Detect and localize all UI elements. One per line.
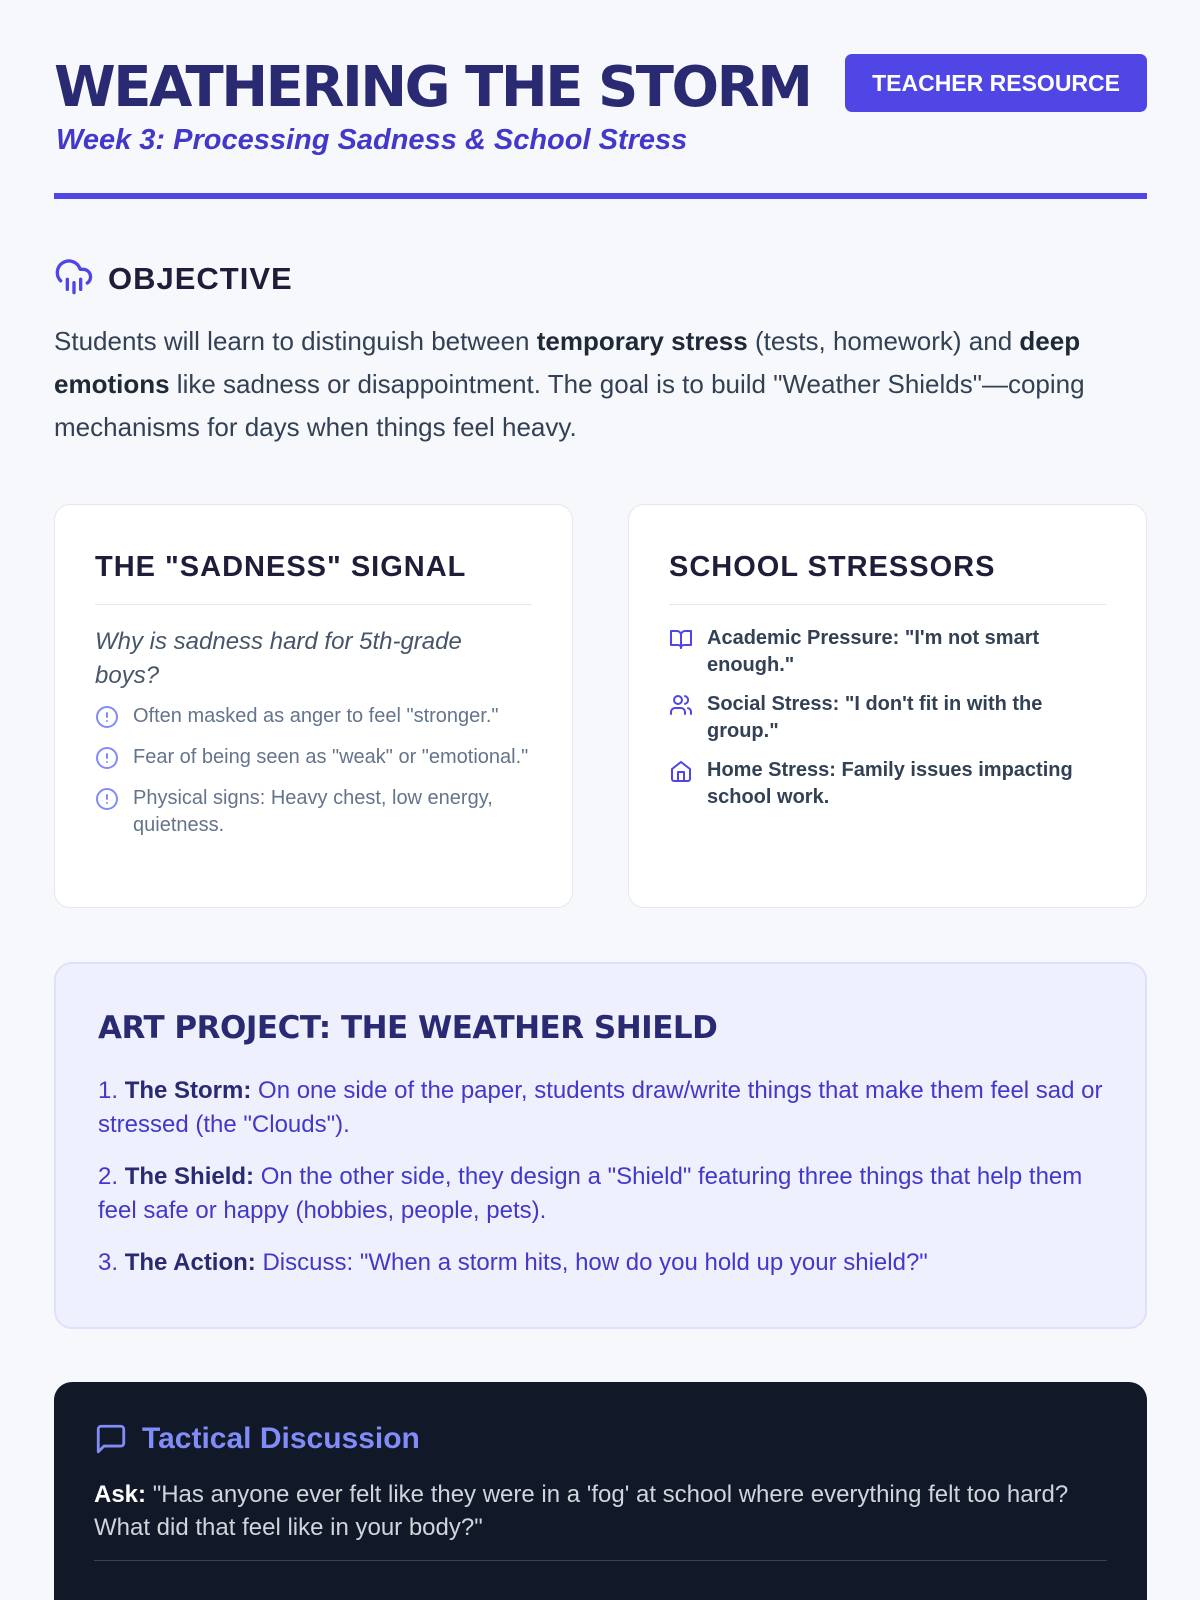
- stressor-text: Academic Pressure: "I'm not smart enough.": [707, 627, 1040, 676]
- objective-heading-row: [54, 256, 293, 301]
- art-project-panel: [54, 962, 1147, 1329]
- sadness-card-question: Why is sadness hard for 5th-grade boys?: [95, 628, 462, 689]
- sadness-signal-text: Often masked as anger to feel "stronger.": [133, 705, 499, 727]
- list-item: 1. The Storm: On one side of the paper, students draw/write things that make them feel sad or stressed (the "Clouds").: [98, 1077, 1103, 1138]
- alert-circle-icon: [95, 705, 119, 729]
- stressors-card-title: SCHOOL STRESSORS: [669, 551, 1106, 605]
- alert-circle-icon: [95, 746, 119, 770]
- home-icon: [669, 759, 693, 783]
- sadness-signal-card: [54, 504, 573, 908]
- alert-circle-icon: [95, 787, 119, 811]
- list-item: [95, 785, 532, 839]
- objective-text: Students will learn to distinguish between temporary stress (tests, homework) and deep emotions like sadness or disappointment. The goal is to build "Weather Shields"—coping mechanisms for days when things feel heavy.: [54, 326, 1085, 442]
- list-item: [95, 703, 532, 730]
- art-project-steps: [98, 1074, 1103, 1280]
- cloud-rain-icon: [54, 256, 94, 301]
- page-subtitle: Week 3: Processing Sadness & School Stress: [56, 124, 688, 156]
- step-label: The Action:: [124, 1249, 256, 1276]
- sadness-signal-text: Physical signs: Heavy chest, low energy, quietness.: [133, 787, 493, 836]
- tactical-discussion-panel: [54, 1382, 1147, 1600]
- sadness-signal-list: [95, 703, 532, 839]
- list-item: [669, 625, 1106, 679]
- page-title: WEATHERING THE STORM: [54, 55, 811, 120]
- header-divider: [54, 193, 1147, 199]
- step-label: The Shield:: [124, 1163, 255, 1190]
- list-item: [669, 691, 1106, 745]
- list-item: 2. The Shield: On the other side, they design a "Shield" featuring three things that help them feel safe or happy (hobbies, people, pets).: [98, 1163, 1083, 1224]
- teacher-resource-badge: TEACHER RESOURCE: [845, 54, 1147, 112]
- stressors-list: [669, 625, 1106, 811]
- sadness-signal-text: Fear of being seen as "weak" or "emotional.": [133, 746, 529, 768]
- art-project-title: ART PROJECT: THE WEATHER SHIELD: [98, 1010, 718, 1046]
- discussion-prompt: Ask: "Has anyone ever felt like they were in a 'fog' at school where everything felt too hard? What did that feel like in your body?": [94, 1478, 1107, 1561]
- list-item: [669, 757, 1106, 811]
- message-square-icon: [94, 1422, 128, 1456]
- sadness-card-title: THE "SADNESS" SIGNAL: [95, 551, 532, 605]
- header: [54, 0, 1147, 200]
- discussion-title: Tactical Discussion: [142, 1422, 420, 1455]
- objective-emphasis-temporary-stress: temporary stress: [536, 326, 748, 356]
- book-open-icon: [669, 627, 693, 651]
- stressor-text: Home Stress: Family issues impacting school work.: [707, 759, 1073, 808]
- stressor-text: Social Stress: "I don't fit in with the group.": [707, 693, 1043, 742]
- objective-emphasis-deep-emotions: deep emotions: [54, 326, 1081, 399]
- lesson-page: [54, 0, 1147, 1541]
- list-item: 3. The Action: Discuss: "When a storm hits, how do you hold up your shield?": [98, 1249, 928, 1276]
- step-label: The Storm:: [124, 1077, 252, 1104]
- ask-label: Ask:: [94, 1481, 147, 1508]
- users-icon: [669, 693, 693, 717]
- list-item: [95, 744, 532, 771]
- objective-heading: OBJECTIVE: [108, 260, 293, 296]
- discussion-heading-row: [94, 1422, 1107, 1456]
- school-stressors-card: [628, 504, 1147, 908]
